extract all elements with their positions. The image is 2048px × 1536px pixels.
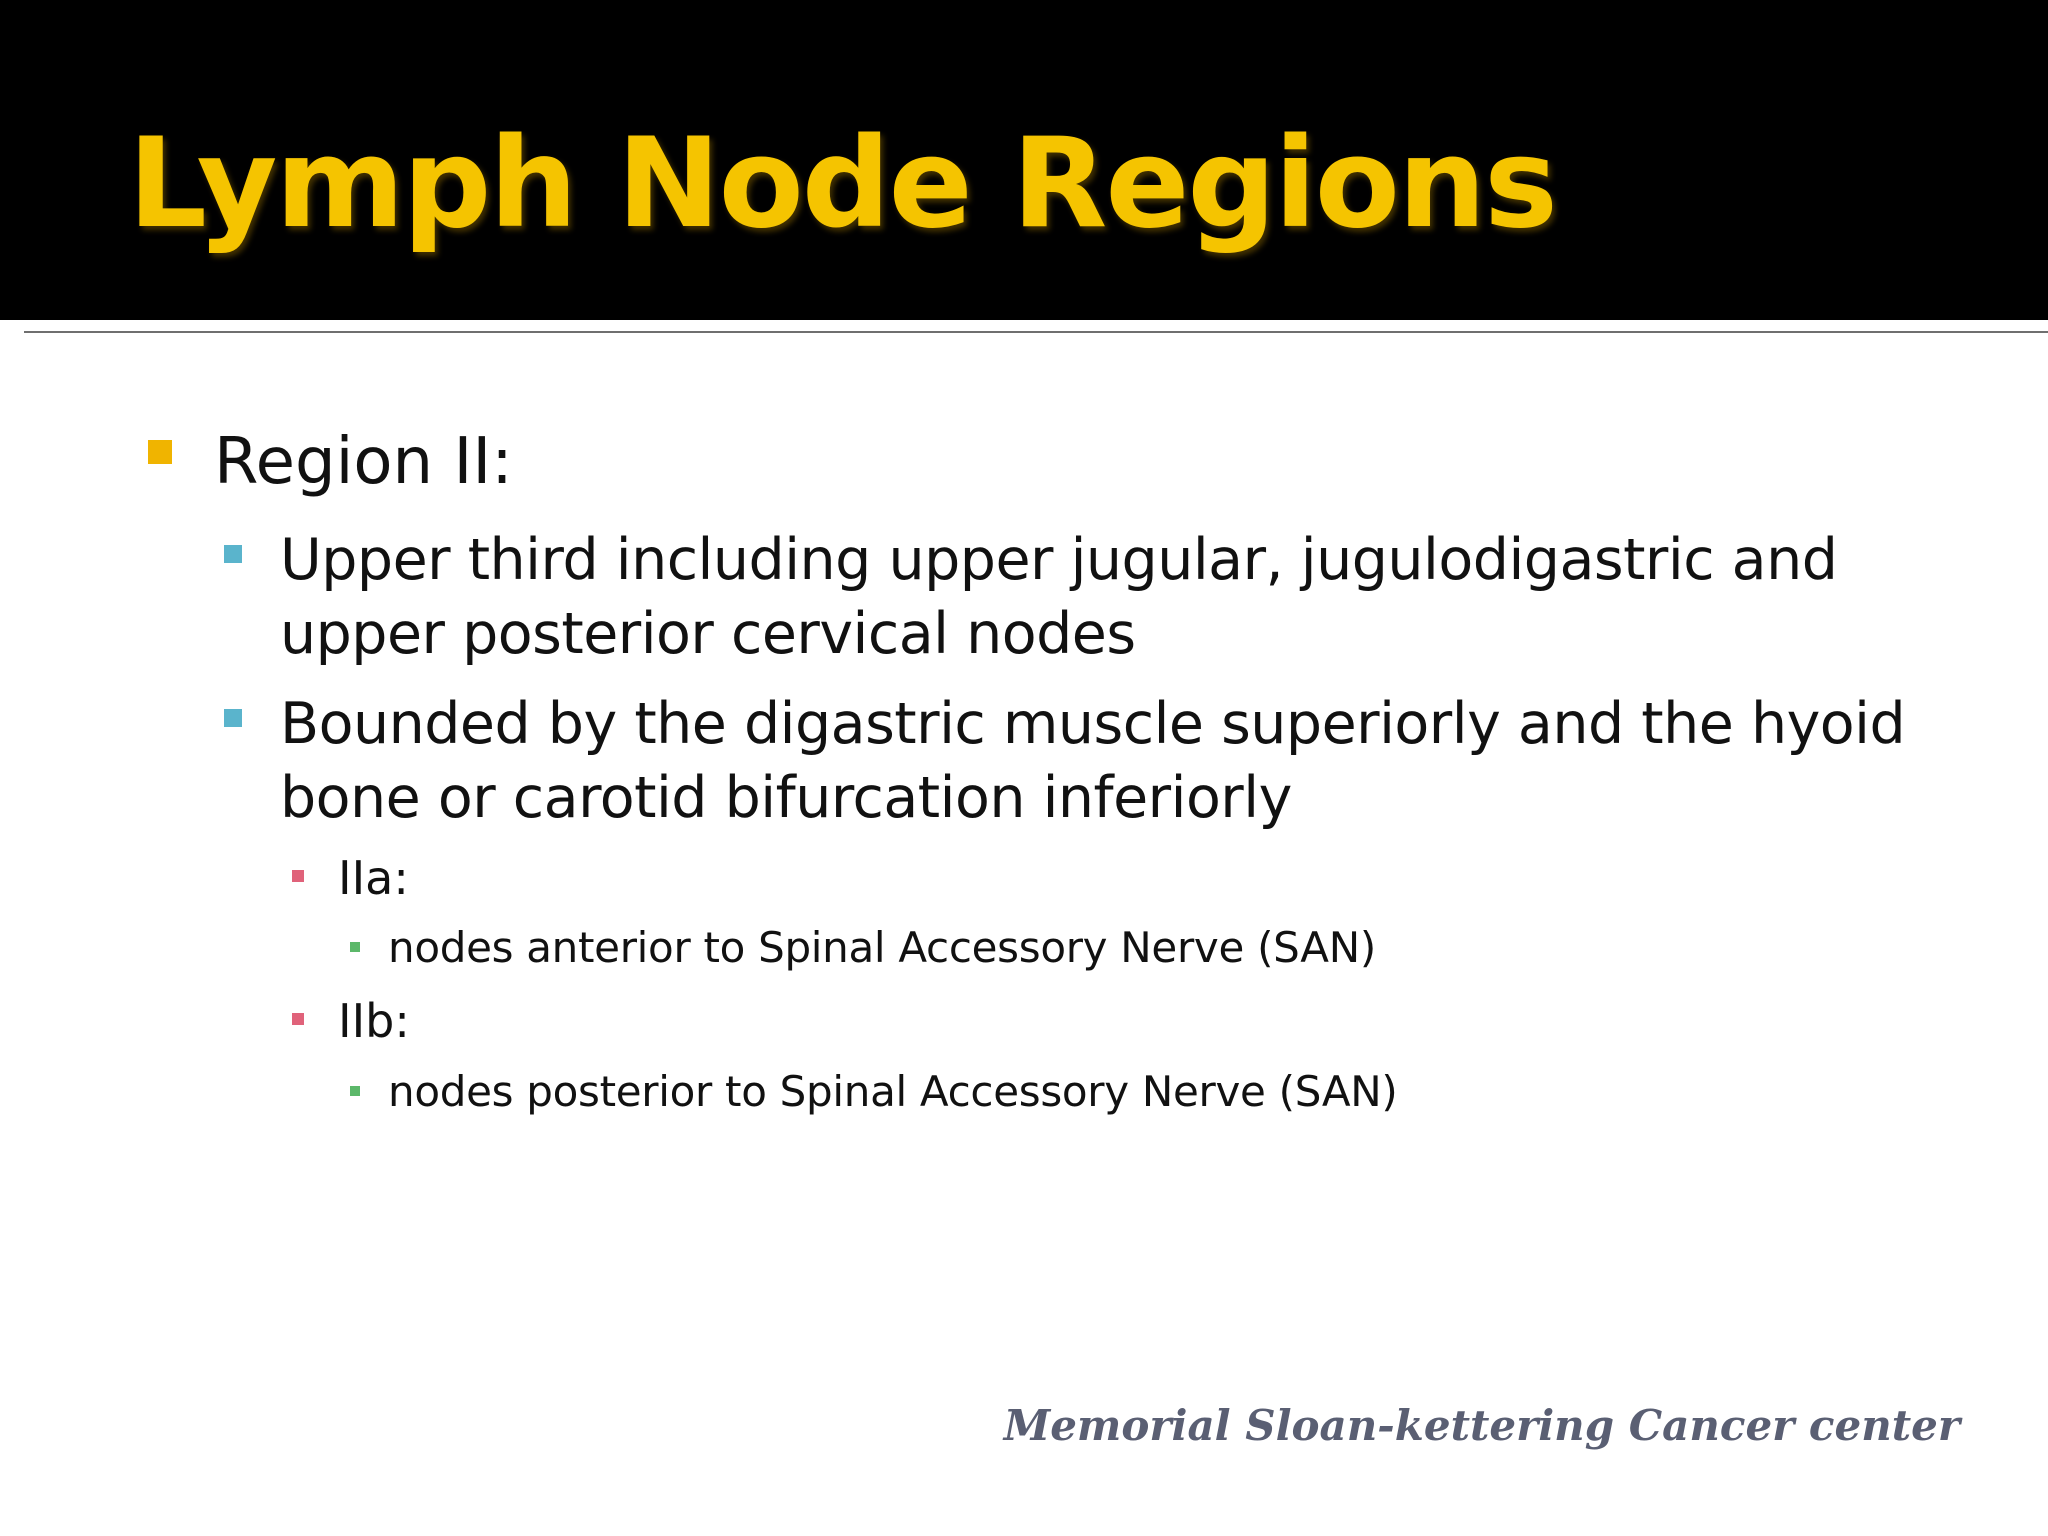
bullet-region-ii: Region II: <box>214 425 513 499</box>
slide-title: Lymph Node Regions <box>128 112 1556 256</box>
bullet-iib: IIb: <box>338 994 410 1048</box>
bullet-iia: IIa: <box>338 851 409 905</box>
title-band <box>0 0 2048 320</box>
bullet-marker-level1 <box>148 440 172 464</box>
bullet-nodes-anterior: nodes anterior to Spinal Accessory Nerve (SAN) <box>388 923 1376 972</box>
bullet-marker-level3 <box>292 1013 304 1025</box>
bullet-nodes-posterior: nodes posterior to Spinal Accessory Nerve (SAN) <box>388 1067 1398 1116</box>
footer-attribution: Memorial Sloan-kettering Cancer center <box>1003 1401 1960 1450</box>
bullet-marker-level2 <box>224 709 242 727</box>
bullet-bounded-line2: bone or carotid bifurcation inferiorly <box>280 765 1292 831</box>
bullet-upper-third-line2: upper posterior cervical nodes <box>280 601 1136 667</box>
bullet-marker-level2 <box>224 545 242 563</box>
title-divider <box>24 331 2048 333</box>
bullet-marker-level4 <box>350 942 360 952</box>
bullet-upper-third-line1: Upper third including upper jugular, jugulodigastric and <box>280 527 1838 593</box>
bullet-bounded-line1: Bounded by the digastric muscle superiorly and the hyoid <box>280 691 1906 757</box>
bullet-marker-level3 <box>292 870 304 882</box>
bullet-marker-level4 <box>350 1086 360 1096</box>
